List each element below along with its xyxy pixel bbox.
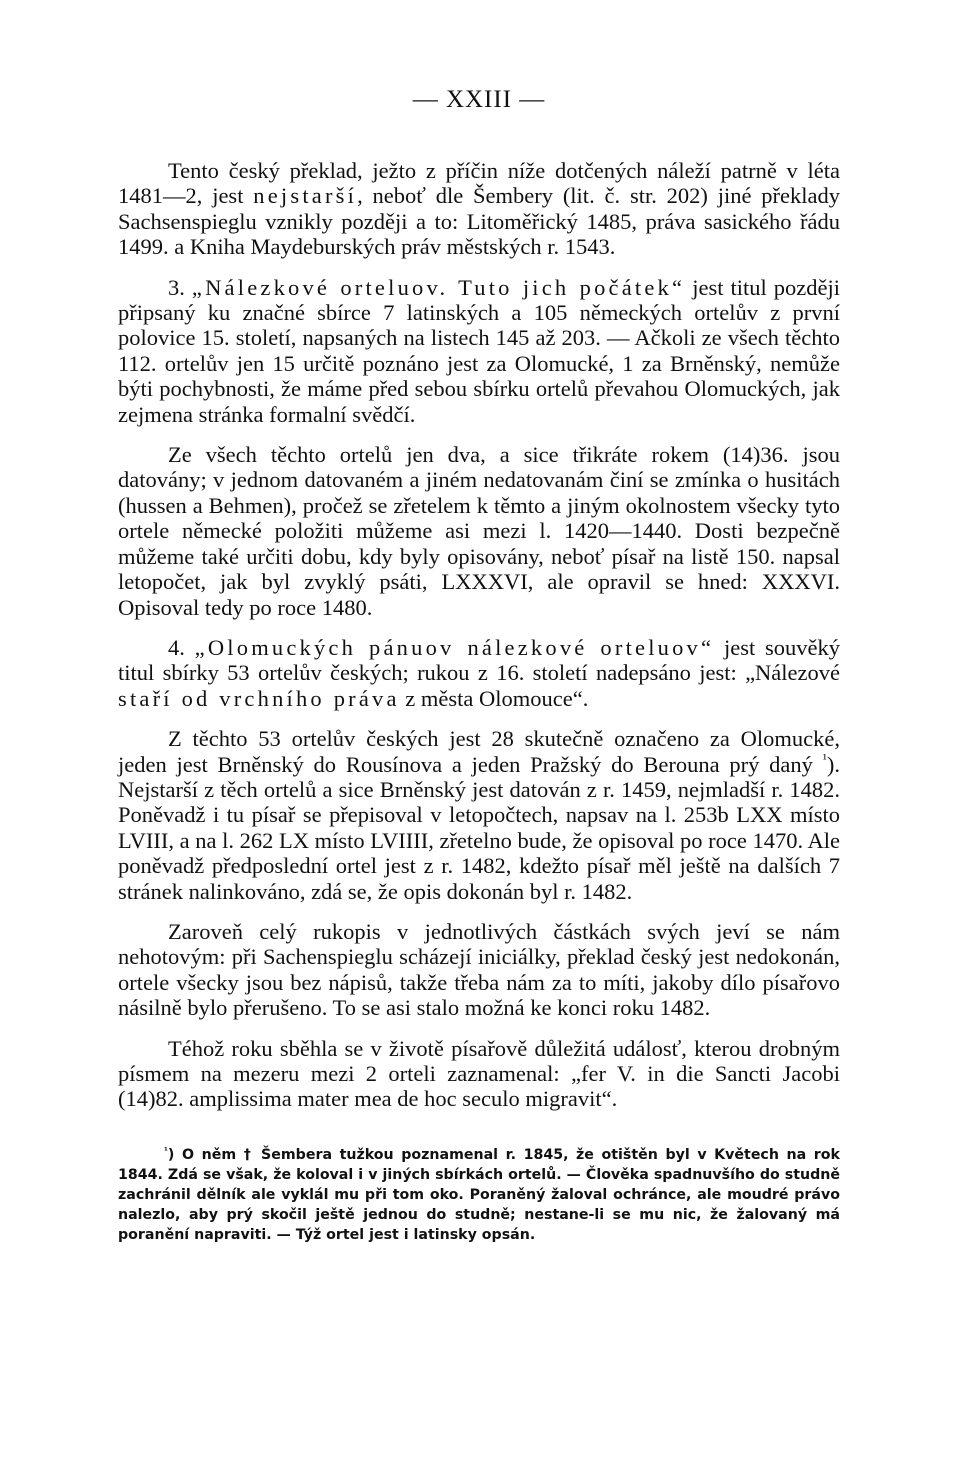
paragraph-text: Tento český překlad, ježto z příčin níže dotčených náleží patrně v léta 1481—2, jest xyxy=(118,158,840,209)
footnote-marker: ¹ xyxy=(164,1146,168,1157)
paragraph-text: jest souvěký titul sbírky 53 ortelův českých; rukou z 16. století nadepsáno jest: „Nálezové xyxy=(118,634,840,686)
footnotes xyxy=(118,1145,840,1245)
footnote-marker: ¹ xyxy=(822,752,827,768)
footnote-text: ) O něm † Šembera tužkou poznamenal r. 1845, že otištěn byl v Květech na rok 1844. Zdá se však, že koloval i v jiných sbírkách ortelů. — Člověka spadnuvšího do studně zachránil dělník ale vyklál mu při tom oko. Poraněný žaloval ochránce, ale moudré právo nalezlo, aby prý skočil ještě jednou do studně; nestane-li se mu nic, že žalovaný má poranění napraviti. — Týž ortel jest i latinsky opsán. xyxy=(118,1146,840,1243)
paragraph-text: ). Nejstarší z těch ortelů a sice Brněnský jest datován z r. 1459, nejmladší r. 1482. Poněvadž i tu písař se přepisoval v letopočtech, napsav na l. 253b LXX místo LVIII, a na l. 262 LX místo LVIIII, zřetelno bude, že opisoval po roce 1470. Ale poněvadž předposlední ortel jest z r. 1482, kdežto písař měl ještě na dalších 7 stránek nalinkováno, zdá se, že opis dokonán byl r. 1482. xyxy=(118,751,840,904)
paragraph-text: 4. xyxy=(168,634,195,660)
paragraph-text: 3. xyxy=(168,274,192,300)
body-text xyxy=(118,158,840,1112)
paragraph-text: Ze všech těchto ortelů jen dva, a sice třikráte rokem (14)36. jsou datovány; v jednom datovaném a jiném nedatovanám činí se zmínka o husitách (hussen a Behmen), pročež se zřetelem k těmto a jiným okolnostem všecky tyto ortele německé položiti můžeme asi mezi l. 1420—1440. Dosti bezpečně můžeme také určiti dobu, kdy byly opisovány, neboť písař na listě 150. napsal letopočet, jak byl zvyklý psáti, LXXXVI, ale opravil se hned: XXXVI. Opisoval tedy po roce 1480. xyxy=(118,442,840,620)
paragraph xyxy=(118,726,840,904)
paragraph-text: Téhož roku sběhla se v životě písařově důležitá událosť, kterou drobným písmem na mezeru mezi 2 orteli zaznamenal: „fer V. in die Sancti Jacobi (14)82. amplissima mater mea de hoc seculo migravit“. xyxy=(118,1035,840,1112)
paragraph-text: , neboť dle Šembery (lit. č. str. 202) jiné překlady Sachsenspieglu vznikly později a to: Litoměřický 1485, práva sasického řádu 1499. a Kniha Maydeburských práv městských r. 1543. xyxy=(118,183,841,260)
paragraph-text: jest titul později připsaný ku značné sbírce 7 latinských a 105 německých ortelův z první polovice 15. století, napsaných na listech 145 až 203. — Ačkoli ze všech těchto 112. ortelův jen 15 určitě poznáno jest za Olomucké, 1 za Brněnský, nemůže býti pochybnosti, že máme před sebou sbírku ortelů převahou Olomuckých, jak zejmena stránka formalní svědčí. xyxy=(118,274,840,427)
paragraph-text: Zaroveň celý rukopis v jednotlivých částkách svých jeví se nám nehotovým: při Sachenspieglu scházejí iniciálky, překlad český jest nedokonán, ortele všecky jsou bez nápisů, takže třeba nám za to míti, jakoby dílo písařovo násilně bylo přerušeno. To se asi stalo možná ke konci roku 1482. xyxy=(118,918,840,1021)
paragraph xyxy=(118,275,840,427)
spaced-emphasis: „Olomuckých pánuov nálezkové orteluov“ xyxy=(194,634,715,660)
document-page xyxy=(118,86,840,1245)
paragraph xyxy=(118,158,840,260)
page-number: — XXIII — xyxy=(412,86,546,113)
footnote xyxy=(118,1145,840,1245)
paragraph xyxy=(118,442,840,620)
spaced-emphasis: „Nálezkové orteluov. Tuto jich počátek“ xyxy=(191,274,686,300)
spaced-emphasis: staří od vrchního práva xyxy=(118,685,400,711)
paragraph xyxy=(118,635,840,711)
paragraph xyxy=(118,1036,840,1112)
paragraph-text: Z těchto 53 ortelův českých jest 28 skutečně označeno za Olomucké, jeden jest Brněnský do Rousínova a jeden Pražský do Berouna prý daný xyxy=(118,726,840,777)
paragraph xyxy=(118,919,840,1021)
paragraph-text: z města Olomouce“. xyxy=(399,685,589,711)
spaced-emphasis: nejstarší xyxy=(253,183,358,209)
